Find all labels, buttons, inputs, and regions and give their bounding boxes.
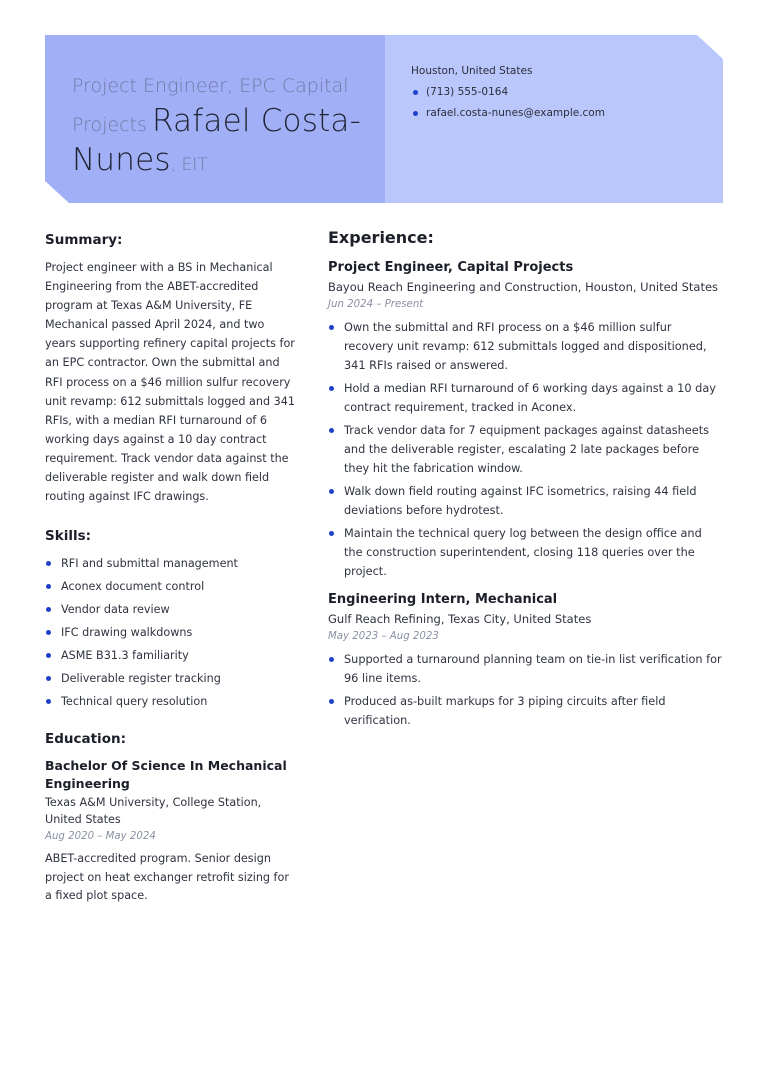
- job-title: Project Engineer, EPC Capital Projects: [72, 75, 349, 136]
- skill-item: Technical query resolution: [45, 692, 297, 711]
- job-bullet: Walk down field routing against IFC isometrics, raising 44 field deviations before hydrotest.: [328, 482, 723, 520]
- education-dates: Aug 2020 – May 2024: [45, 831, 156, 843]
- full-name: Rafael Costa-Nunes: [72, 103, 362, 178]
- job-dates: Jun 2024 – Present: [328, 299, 424, 310]
- job-bullet: Track vendor data for 7 equipment packages against datasheets and the deliverable register, escalating 2 late packages before they hit the fabrication window.: [328, 421, 723, 478]
- right-column: [328, 228, 723, 734]
- job-entry: [328, 591, 723, 730]
- job-position: Project Engineer, Capital Projects: [328, 260, 574, 275]
- education-description: ABET-accredited program. Senior design project on heat exchanger retrofit sizing for a fixed plot space.: [45, 852, 289, 903]
- degree: Bachelor Of Science In Mechanical Engineering: [45, 758, 287, 792]
- job-entry: [328, 259, 723, 581]
- name-suffix: , EIT: [170, 155, 208, 175]
- summary-text: Project engineer with a BS in Mechanical Engineering from the ABET-accredited program at Texas A&M University, FE Mechanical passed April 2024, and two years supporting refinery capital projects for an EPC contractor. Own the submittal and RFI process on a $46 million sulfur recovery unit revamp: 612 submittals logged and 341 RFIs, with a median RFI turnaround of 6 working days against a 10 day contract requirement. Track vendor data against the deliverable register and walk down field routing against IFC drawings.: [45, 261, 295, 504]
- job-position: Engineering Intern, Mechanical: [328, 592, 558, 607]
- name-block: [72, 69, 377, 182]
- job-bullets: [328, 318, 723, 581]
- skill-item: Vendor data review: [45, 600, 297, 619]
- contact-info: [411, 65, 605, 128]
- phone: (713) 555-0164: [411, 86, 605, 98]
- location: Houston, United States: [411, 65, 533, 77]
- skill-item: Deliverable register tracking: [45, 669, 297, 688]
- email[interactable]: rafael.costa-nunes@example.com: [411, 107, 605, 119]
- job-bullets: [328, 650, 723, 730]
- experience-heading: Experience:: [328, 228, 434, 247]
- company: Bayou Reach Engineering and Construction, Houston, United States: [328, 280, 719, 294]
- job-bullet: Produced as-built markups for 3 piping circuits after field verification.: [328, 692, 723, 730]
- job-dates: May 2023 – Aug 2023: [328, 631, 439, 642]
- skill-item: IFC drawing walkdowns: [45, 623, 297, 642]
- summary-heading: Summary:: [45, 232, 123, 248]
- resume-header: [45, 35, 723, 203]
- skill-item: Aconex document control: [45, 577, 297, 596]
- skill-item: RFI and submittal management: [45, 554, 297, 573]
- left-column: [45, 232, 297, 906]
- job-bullet: Own the submittal and RFI process on a $46 million sulfur recovery unit revamp: 612 submittals logged and dispositioned, 341 RFIs raised or answered.: [328, 318, 723, 375]
- school: Texas A&M University, College Station, United States: [45, 796, 262, 827]
- job-bullet: Supported a turnaround planning team on tie-in list verification for 96 line items.: [328, 650, 723, 688]
- skill-item: ASME B31.3 familiarity: [45, 646, 297, 665]
- job-bullet: Maintain the technical query log between the design office and the construction superintendent, closing 118 queries over the project.: [328, 524, 723, 581]
- company: Gulf Reach Refining, Texas City, United States: [328, 612, 592, 626]
- job-bullet: Hold a median RFI turnaround of 6 working days against a 10 day contract requirement, tracked in Aconex.: [328, 379, 723, 417]
- skills-list: [45, 554, 297, 711]
- education-heading: Education:: [45, 731, 126, 748]
- contact-list: [411, 86, 605, 119]
- skills-heading: Skills:: [45, 528, 92, 545]
